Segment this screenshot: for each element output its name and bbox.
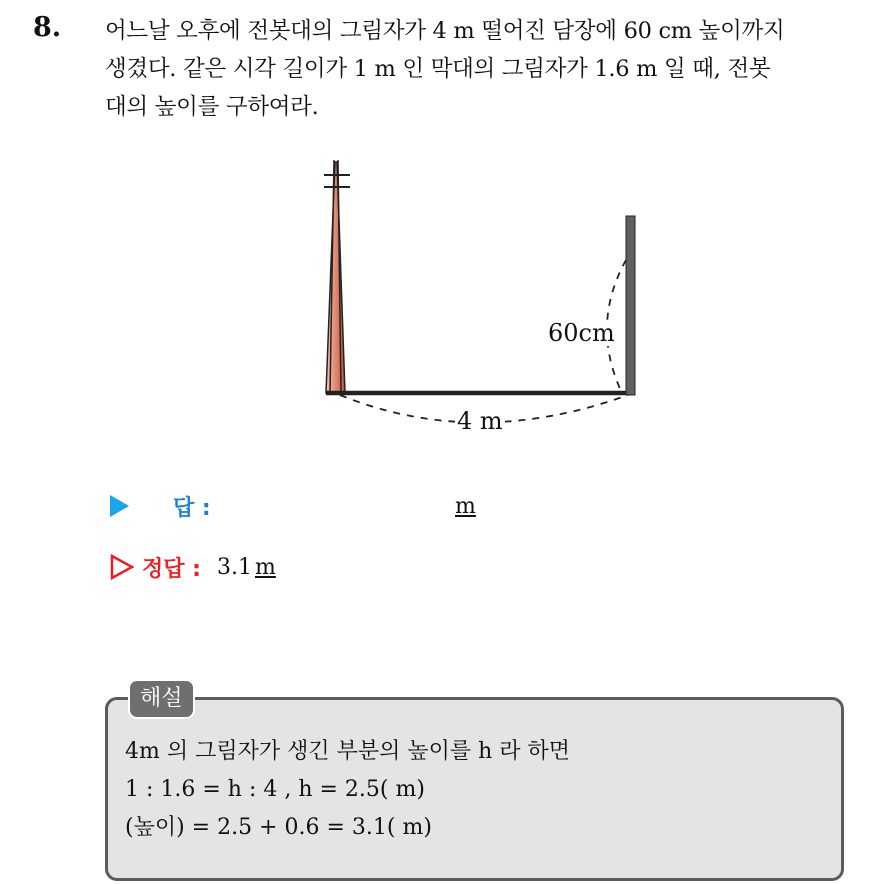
shadow-figure [300, 150, 660, 440]
answer-row [110, 490, 510, 522]
wall-height-label: 60cm [548, 319, 615, 347]
correct-answer-label: 정답 : [142, 556, 201, 582]
figure-svg [300, 150, 660, 440]
solution-line: (높이) = 2.5 + 0.6 = 3.1( m) [125, 815, 432, 840]
question-text [105, 12, 870, 126]
answer-label: 답 : [173, 495, 211, 521]
utility-pole [326, 162, 345, 393]
correct-answer-value: 3.1 [216, 554, 252, 580]
wall [626, 216, 635, 395]
ground-length-label: 4 m [457, 407, 503, 435]
solution-text [125, 733, 570, 847]
question-number: 8. [33, 12, 62, 43]
solution-line: 1 : 1.6 = h : 4 , h = 2.5( m) [125, 777, 425, 802]
solution-line: 4m 의 그림자가 생긴 부분의 높이를 h 라 하면 [125, 739, 571, 764]
triangle-outline-icon [110, 554, 134, 580]
triangle-filled-icon [110, 495, 129, 517]
solution-title: 해설 [128, 679, 195, 719]
correct-answer-unit: m [254, 554, 276, 580]
question-line: 어느날 오후에 전봇대의 그림자가 4 m 떨어진 담장에 60 cm 높이까지 [105, 18, 785, 44]
question-line: 대의 높이를 구하여라. [105, 94, 319, 120]
correct-answer-row [110, 550, 276, 584]
question-line: 생겼다. 같은 시각 길이가 1 m 인 막대의 그림자가 1.6 m 일 때, 전봇 [105, 56, 771, 82]
answer-unit: m [455, 493, 476, 519]
